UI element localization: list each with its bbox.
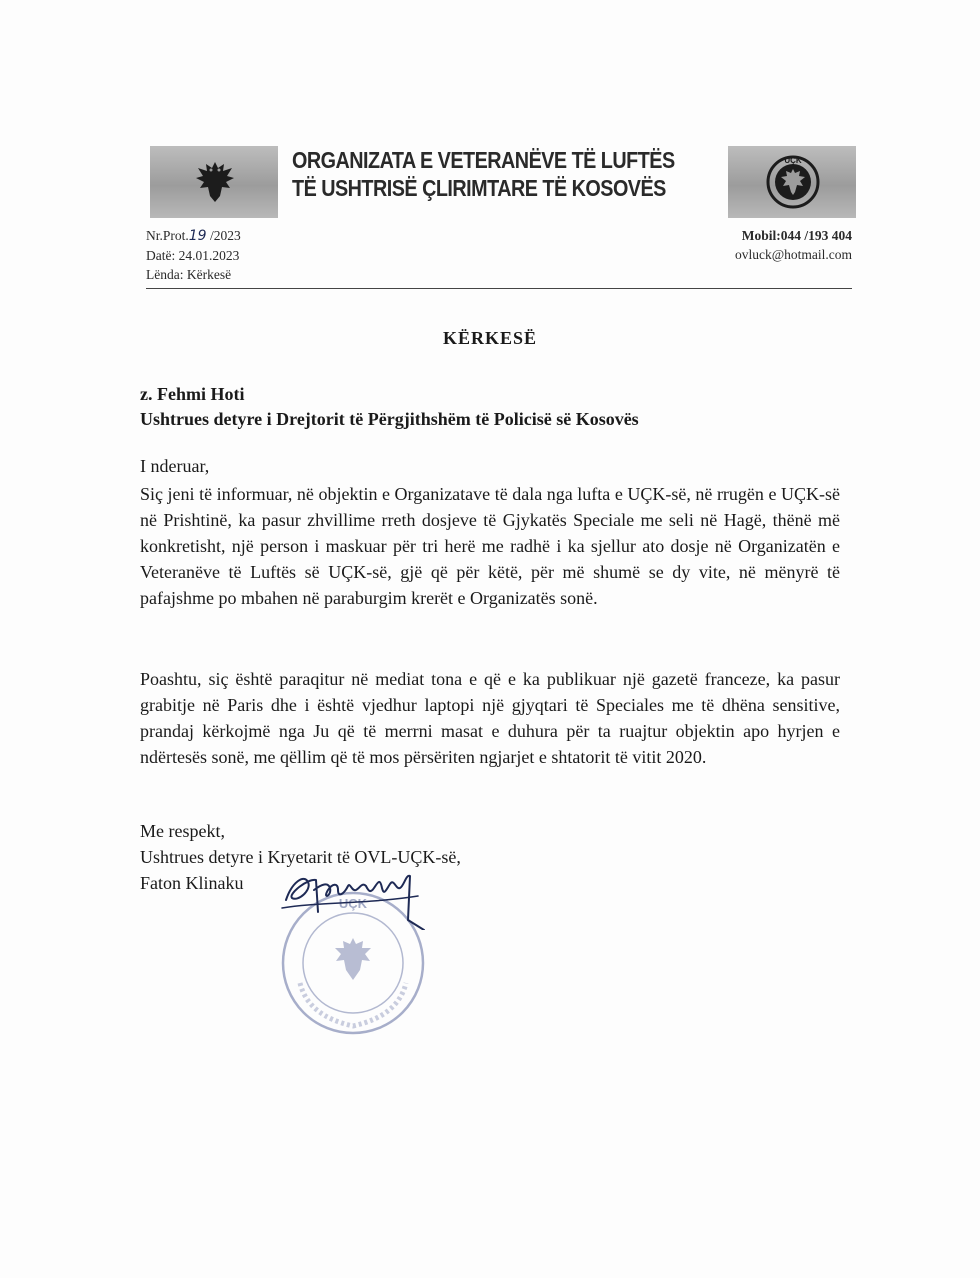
protocol-info [146, 226, 241, 284]
body-paragraph-2: Poashtu, siç është paraqitur në mediat tona e që e ka publikuar një gazetë franceze, ka pasur grabitje në Paris dhe i është vjedhur laptopi një gjyqtari të Speciales me të dhëna sensitive, prandaj kërkojmë nga Ju që të merrni masat e duhura për ta ruajtur objektin apo hyrjen e ndërtesës sonë, me qëllim që të mos përsëriten ngjarjet e shtatorit të vitit 2020. [140, 669, 840, 767]
document-subject: Lënda: Kërkesë [146, 267, 232, 282]
albanian-eagle-icon [194, 158, 236, 206]
letterhead-left-panel [150, 146, 278, 218]
contact-info [735, 226, 852, 264]
contact-email: ovluck@hotmail.com [734, 247, 852, 262]
organization-title-line1: ORGANIZATA E VETERANËVE TË LUFTËS [292, 147, 675, 173]
organization-title-line2: TË USHTRISË ÇLIRIMTARE TË KOSOVËS [292, 175, 666, 201]
closing-regards: Me respekt, [140, 821, 225, 841]
protocol-handwritten-number: 19 [188, 228, 207, 244]
organization-title [292, 146, 675, 202]
contact-mobile: Mobil:044 /193 404 [741, 228, 852, 243]
signatory-position: Ushtrues detyre i Kryetarit të OVL-UÇK-së, [140, 847, 461, 867]
document-title: KËRKESË [442, 328, 538, 348]
header-divider [146, 288, 852, 289]
recipient-name: z. Fehmi Hoti [140, 384, 245, 404]
uck-emblem-icon [765, 152, 821, 210]
document-date: Datë: 24.01.2023 [146, 248, 240, 263]
recipient-block [140, 382, 639, 432]
protocol-prefix: Nr.Prot. [146, 228, 189, 243]
stamp-top-text: UÇK [338, 896, 368, 911]
stamp-eagle-icon [335, 938, 371, 980]
protocol-year: /2023 [206, 228, 241, 243]
stamp-ring-text-mark [300, 983, 406, 1026]
recipient-title: Ushtrues detyre i Drejtorit të Përgjithshëm të Policisë së Kosovës [140, 409, 639, 429]
signatory-name: Faton Klinaku [140, 873, 244, 893]
body-paragraph-1: Siç jeni të informuar, në objektin e Organizatave të dala nga lufta e UÇK-së, në rrugën e UÇK-së në Prishtinë, ka pasur zhvillime rreth dosjeve të Gjykatës Speciale me seli në Hagë, thënë më konkretisht, një person i maskuar për tri herë me radhë i ka sjellur ato dosje në Organizatën e Veteranëve të Luftës së UÇK-së, gjë që për këtë, për më shumë se dy vite, në mënyrë të pafajshme po mbahen në paraburgim krerët e Organizatës sonë. [140, 484, 840, 608]
protocol-number-line [146, 226, 241, 246]
handwritten-signature [278, 860, 438, 930]
uck-emblem-label: UÇK [784, 156, 802, 165]
letterhead-right-panel [728, 146, 856, 218]
greeting: I nderuar, [140, 456, 210, 476]
